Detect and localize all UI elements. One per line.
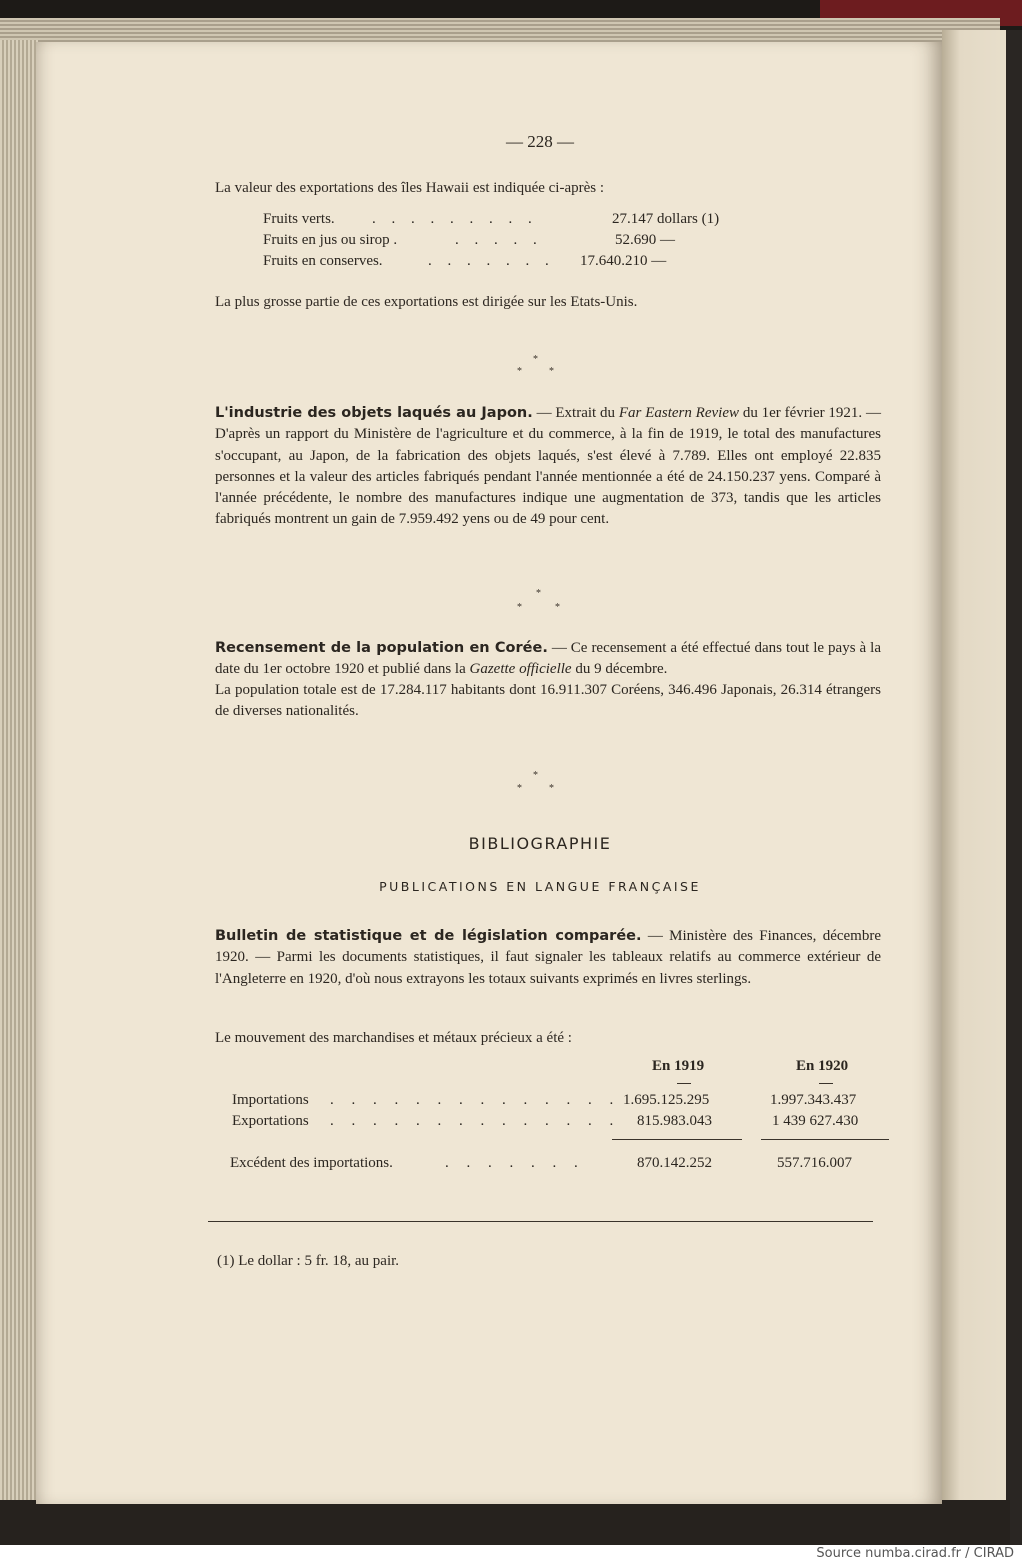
bulletin-paragraph	[215, 926, 881, 990]
sum-rule-1919	[612, 1139, 742, 1140]
coree-paragraph-2: La population totale est de 17.284.117 habitants dont 16.911.307 Coréens, 346.496 Japonais, 26.314 étrangers de diverses nationalités.	[215, 682, 881, 720]
hawaii-row-dots: . . . . .	[455, 232, 543, 248]
hawaii-row-dots: . . . . . . .	[428, 253, 555, 269]
separator-asterisk: *	[549, 366, 554, 377]
coree-source: Gazette officielle	[469, 661, 572, 678]
separator-asterisk: *	[536, 588, 541, 599]
table-value-1919: 815.983.043	[637, 1113, 712, 1129]
table-total-1919: 870.142.252	[637, 1155, 712, 1171]
source-credit: Source numba.cirad.fr / CIRAD	[816, 1546, 1014, 1561]
page-number: — 228 —	[506, 132, 574, 151]
separator-asterisk: *	[549, 783, 554, 794]
hawaii-row-label: Fruits en jus ou sirop .	[263, 232, 398, 248]
page-stack-top	[0, 18, 1000, 44]
coree-paragraph	[215, 638, 881, 681]
table-row-label: Importations	[232, 1092, 309, 1108]
column-header-1919: En 1919	[652, 1058, 705, 1074]
table-row-label: Exportations	[232, 1113, 309, 1129]
hawaii-row-label: Fruits en conserves.	[263, 253, 383, 269]
table-intro: Le mouvement des marchandises et métaux précieux a été :	[215, 1030, 572, 1046]
separator-asterisk: *	[517, 783, 522, 794]
table-row-dots: . . . . . . . . . . . . . .	[330, 1113, 621, 1129]
table-row-dots: . . . . . . . . . . . . . .	[330, 1092, 621, 1108]
footnote: (1) Le dollar : 5 fr. 18, au pair.	[217, 1253, 400, 1269]
hawaii-row-label: Fruits verts.	[263, 211, 335, 227]
japon-paragraph	[215, 403, 881, 531]
hawaii-row-value: 17.640.210 —	[580, 253, 667, 269]
table-value-1920: 1 439 627.430	[772, 1113, 859, 1129]
separator-asterisk: *	[555, 602, 560, 613]
hawaii-intro: La valeur des exportations des îles Hawaii est indiquée ci-après :	[215, 180, 605, 196]
bulletin-body: — Ministère des Finances, décembre 1920. — Parmi les documents statistiques, il faut signaler les tableaux relatifs au commerce extérieur de l'Angleterre en 1920, d'où nous extrayons les totaux suivants exprimés en livres sterlings.	[215, 928, 881, 987]
hawaii-conclusion: La plus grosse partie de ces exportations est dirigée sur les Etats-Unis.	[215, 294, 638, 310]
japon-body: du 1er février 1921. — D'après un rapport du Ministère de l'agriculture et du commerce, à la fin de 1919, le total des manufactures s'occupant, au Japon, de la fabrication des objets laqués, s'est élevé à 7.789. Elles ont employé 22.835 personnes et la valeur des articles fabriqués pendant l'année mentionnée a été de 24.150.237 yens. Comparé à l'année précédente, le nombre des manufactures indique une augmentation de 373, tandis que les articles fabriqués montrent un gain de 7.959.492 yens ou de 49 pour cent.	[215, 405, 881, 528]
coree-heading: Recensement de la population en Corée.	[215, 640, 548, 656]
table-total-1920: 557.716.007	[777, 1155, 852, 1171]
separator-asterisk: *	[533, 770, 538, 781]
separator-asterisk: *	[517, 602, 522, 613]
hawaii-row-dots: . . . . . . . . .	[372, 211, 538, 227]
bibliographie-title: BIBLIOGRAPHIE	[468, 834, 612, 853]
coree-body-b: du 9 décembre.	[571, 661, 668, 678]
hawaii-row-value: 27.147 dollars (1)	[612, 211, 720, 227]
page-stack-left	[0, 40, 38, 1500]
scan-bottom-edge	[0, 1500, 1010, 1545]
bibliographie-subtitle: PUBLICATIONS EN LANGUE FRANÇAISE	[379, 879, 701, 894]
japon-heading: L'industrie des objets laqués au Japon.	[215, 405, 533, 421]
table-total-label: Excédent des importations.	[230, 1155, 393, 1171]
separator-asterisk: *	[533, 354, 538, 365]
column-dash	[819, 1083, 833, 1084]
book-spine	[1006, 30, 1022, 1545]
column-header-1920: En 1920	[796, 1058, 849, 1074]
hawaii-row-value: 52.690 —	[615, 232, 675, 248]
bulletin-heading: Bulletin de statistique et de législation comparée.	[215, 928, 642, 944]
sum-rule-1920	[761, 1139, 889, 1140]
table-total-dots: . . . . . . .	[445, 1155, 585, 1171]
column-dash	[677, 1083, 691, 1084]
facing-page	[942, 30, 1010, 1510]
table-value-1920: 1.997.343.437	[770, 1092, 857, 1108]
footnote-rule	[208, 1221, 873, 1222]
japon-lead: — Extrait du	[532, 405, 619, 421]
table-value-1919: 1.695.125.295	[623, 1092, 710, 1108]
coree-body-a: — Ce recensement a été effectué dans tout le pays à la date du 1er octobre 1920 et publié dans la	[215, 640, 881, 678]
separator-asterisk: *	[517, 366, 522, 377]
japon-source: Far Eastern Review	[618, 405, 739, 421]
